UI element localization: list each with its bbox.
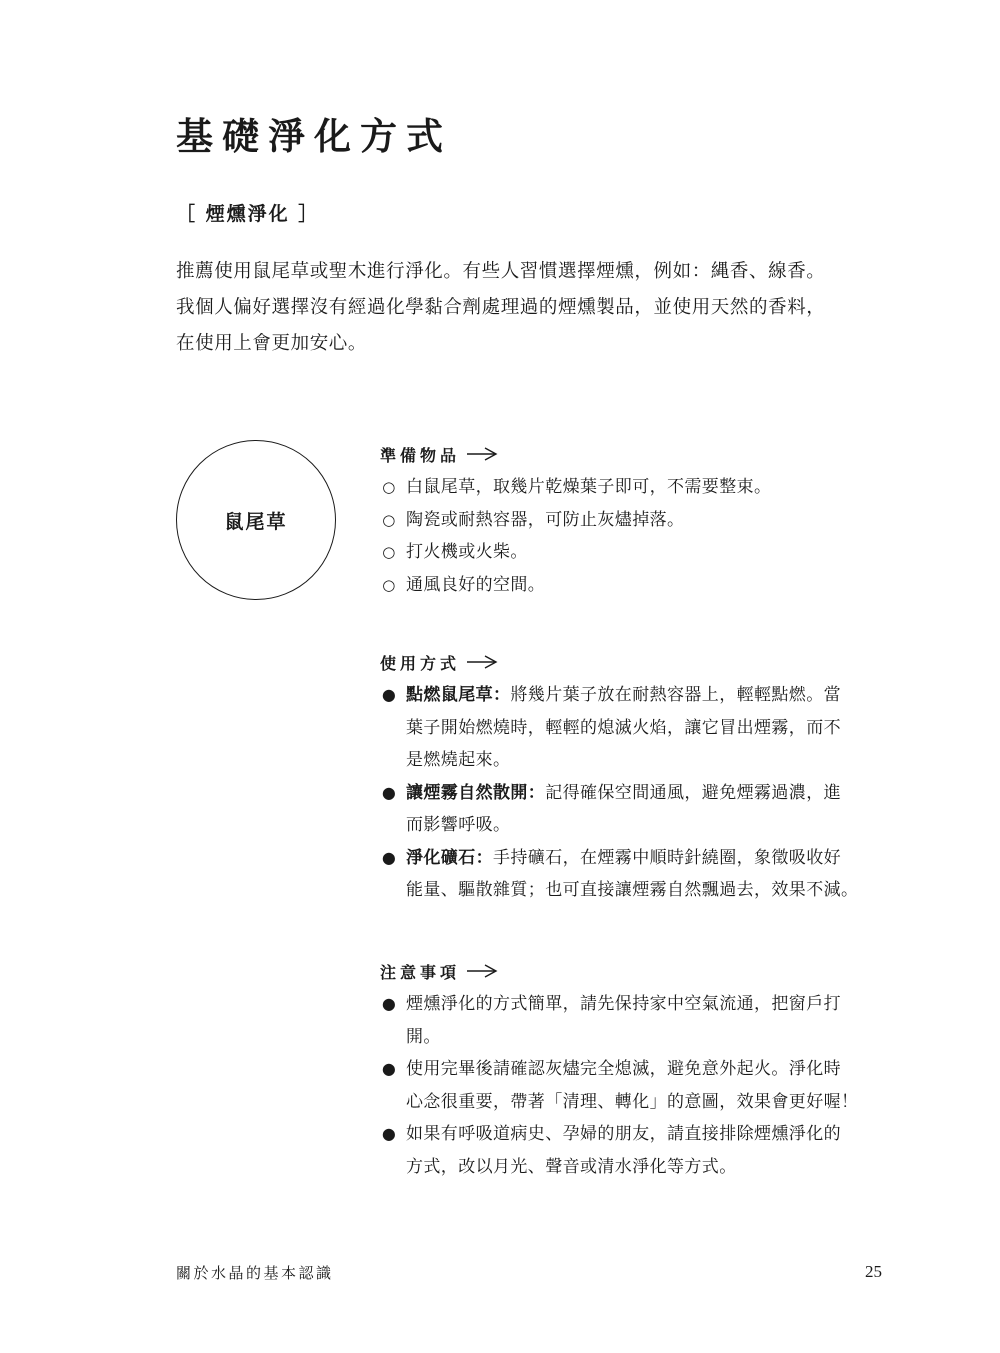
list-item: ● 如果有呼吸道病史、孕婦的朋友，請直接排除煙燻淨化的 方式，改以月光、聲音或清水淨化等方式。 xyxy=(380,1118,890,1183)
section-label: ［ 煙燻淨化 ］ xyxy=(176,203,320,225)
list-item: ● 點燃鼠尾草：將幾片葉子放在耐熱容器上，輕輕點燃。當 葉子開始燃燒時，輕輕的熄滅火焰，讓它冒出煙霧，而不 是燃燒起來。 xyxy=(380,679,890,777)
circle-marker-icon: ○ xyxy=(382,510,396,529)
bullet-icon: ● xyxy=(381,1059,397,1078)
page-title: 基礎淨化方式 xyxy=(176,115,452,158)
intro-line: 在使用上會更加安心。 xyxy=(176,333,368,354)
bullet-icon: ● xyxy=(381,782,397,802)
arrow-right-icon xyxy=(466,655,498,669)
footer-title: 關於水晶的基本認識 xyxy=(176,1264,334,1282)
list-item: ○ 通風良好的空間。 xyxy=(380,569,890,602)
item-term: 淨化礦石： xyxy=(406,847,493,868)
notes-heading xyxy=(380,954,890,988)
notes-section xyxy=(380,954,890,1183)
intro-line: 我個人偏好選擇沒有經過化學黏合劑處理過的煙燻製品，並使用天然的香料， xyxy=(176,297,826,318)
page-number: 25 xyxy=(865,1262,882,1281)
item-term: 讓煙霧自然散開： xyxy=(406,782,546,803)
list-item: ● 淨化礦石：手持礦石，在煙霧中順時針繞圈，象徵吸收好 能量、驅散雜質；也可直接讓煙霧自然飄過去，效果不減。 xyxy=(380,842,890,907)
materials-section xyxy=(380,437,890,601)
usage-heading-text: 使用方式 xyxy=(380,653,461,673)
notes-list xyxy=(380,988,890,1183)
usage-list xyxy=(380,679,890,907)
arrow-right-icon xyxy=(466,447,498,461)
herb-circle xyxy=(176,440,336,600)
intro-paragraph xyxy=(176,254,896,362)
usage-section xyxy=(380,645,890,907)
list-item: ● 煙燻淨化的方式簡單，請先保持家中空氣流通，把窗戶打 開。 xyxy=(380,988,890,1053)
herb-name: 鼠尾草 xyxy=(224,510,288,533)
circle-marker-icon: ○ xyxy=(382,478,396,496)
list-item: ● 讓煙霧自然散開：記得確保空間通風，避免煙霧過濃，進 而影響呼吸。 xyxy=(380,777,890,842)
materials-heading xyxy=(380,437,890,471)
bullet-icon: ● xyxy=(381,994,397,1013)
bullet-icon: ● xyxy=(381,1124,397,1143)
list-item: ○ 陶瓷或耐熱容器，可防止灰燼掉落。 xyxy=(380,504,890,537)
bullet-icon: ● xyxy=(381,685,397,704)
circle-marker-icon: ○ xyxy=(382,575,396,594)
circle-marker-icon: ○ xyxy=(382,543,396,561)
bullet-icon: ● xyxy=(381,847,397,867)
item-term: 點燃鼠尾草： xyxy=(406,685,511,705)
list-item: ○ 白鼠尾草，取幾片乾燥葉子即可，不需要整束。 xyxy=(380,471,890,504)
notes-heading-text: 注意事項 xyxy=(380,962,461,982)
intro-line: 推薦使用鼠尾草或聖木進行淨化。有些人習慣選擇煙燻，例如：縄香、線香。 xyxy=(176,261,826,282)
list-item: ● 使用完畢後請確認灰燼完全熄滅，避免意外起火。淨化時 心念很重要，帶著「清理、轉化」的意圖，效果會更好喔！ xyxy=(380,1053,890,1118)
usage-heading xyxy=(380,645,890,679)
arrow-right-icon xyxy=(466,964,498,978)
materials-list xyxy=(380,471,890,601)
materials-heading-text: 準備物品 xyxy=(380,445,461,465)
list-item: ○ 打火機或火柴。 xyxy=(380,536,890,569)
